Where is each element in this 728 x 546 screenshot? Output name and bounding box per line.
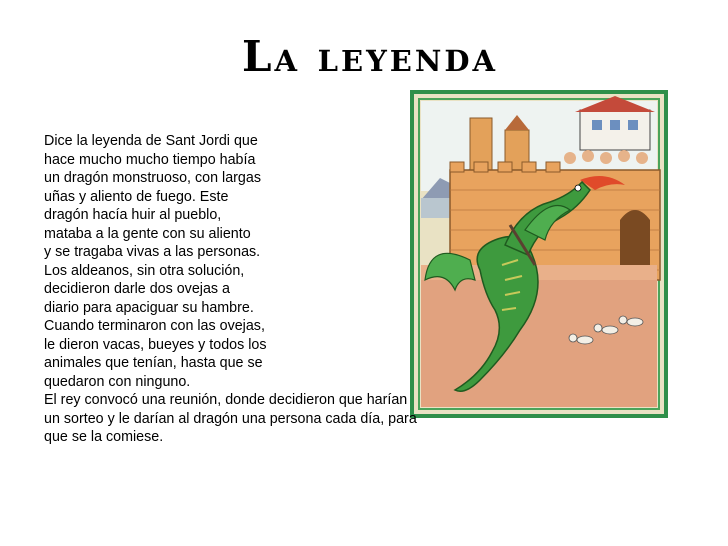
story-line: dragón hacía huir al pueblo, bbox=[44, 207, 222, 223]
story-line: Los aldeanos, sin otra solución, bbox=[44, 262, 245, 279]
story-line: y se tragaba vivas a las personas. bbox=[44, 244, 261, 260]
story-line: le dieron vacas, bueyes y todos los bbox=[44, 336, 267, 353]
story-line: Cuando terminaron con las ovejas, bbox=[44, 318, 265, 334]
story-line: quedaron con ninguno. bbox=[44, 373, 191, 390]
story-line: animales que tenían, hasta que se bbox=[44, 355, 263, 371]
story-line: hace mucho mucho tiempo había bbox=[44, 151, 256, 168]
slide-title: La leyenda bbox=[241, 32, 499, 81]
story-text bbox=[44, 132, 474, 447]
story-line: un sorteo y le darían al dragón una persona cada día, para bbox=[44, 410, 417, 427]
story-line: un dragón monstruoso, con largas bbox=[44, 170, 261, 186]
story-line: Dice la leyenda de Sant Jordi que bbox=[44, 133, 258, 149]
story-line: mataba a la gente con su aliento bbox=[44, 225, 251, 242]
story-line: que se la comiese. bbox=[44, 429, 164, 445]
story-line: El rey convocó una reunión, donde decidieron que harían bbox=[44, 392, 408, 408]
story-line: decidieron darle dos ovejas a bbox=[44, 281, 230, 297]
story-line: diario para apaciguar su hambre. bbox=[44, 299, 254, 316]
story-line: uñas y aliento de fuego. Este bbox=[44, 188, 229, 205]
